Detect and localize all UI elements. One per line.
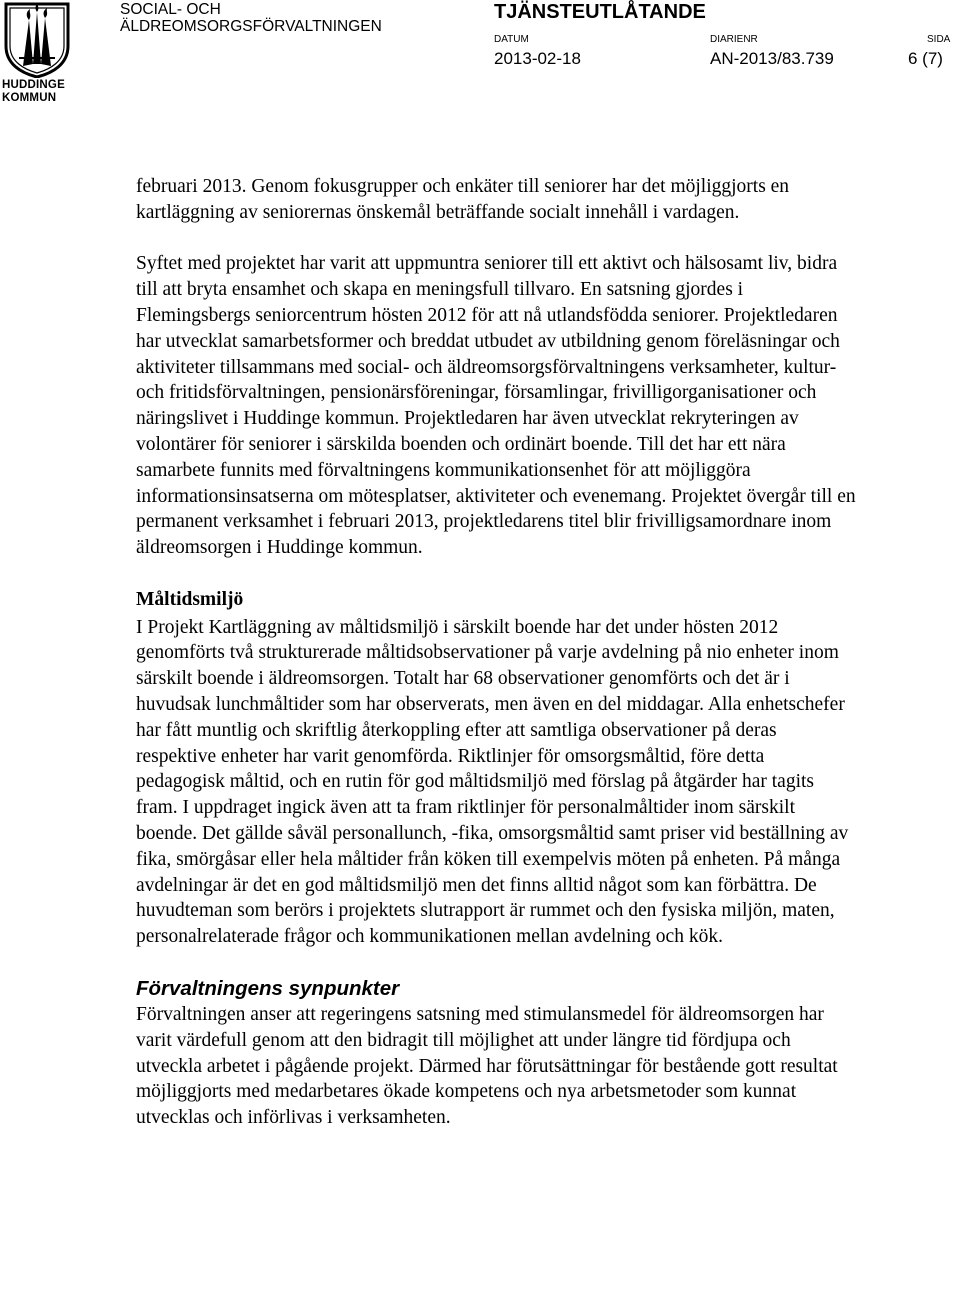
heading-forvaltningens-synpunkter: Förvaltningens synpunkter (136, 976, 400, 1000)
paragraph-intro: februari 2013. Genom fokusgrupper och enkäter till seniorer har det möjliggjorts en kartläggning av seniorernas önskemål beträffande socialt innehåll i vardagen. (136, 176, 790, 223)
document-type: TJÄNSTEUTLÅTANDE (494, 1, 706, 23)
municipality-logo (0, 0, 74, 106)
paragraph-synpunkter: Förvaltningen anser att regeringens satsning med stimulansmedel för äldreomsorgen har varit värdefull genom att den bidragit till möjlighet att under längre tid fördjupa och utveckla arbetet i pågående projekt. Därmed har förutsättningar för bestående gott resultat möjliggjorts med medarbetares ökade kompetens och nya arbetsmetoder som kunnat utvecklas och införlivas i verksamheten. (136, 1003, 838, 1129)
department-line-1: SOCIAL- OCH (120, 1, 221, 18)
department-name (120, 1, 382, 35)
heading-maltidsmiljo: Måltidsmiljö (136, 588, 244, 610)
diarienr-value: AN-2013/83.739 (710, 49, 834, 68)
date-label: DATUM (494, 34, 529, 45)
page-label: SIDA (927, 34, 951, 45)
paragraph-maltidsmiljo: I Projekt Kartläggning av måltidsmiljö i särskilt boende har det under hösten 2012 genomförts två strukturerade måltidsobservationer på varje avdelning på nio enheter inom särskilt boende i äldreomsorgen. Totalt har 68 observationer genomförts och det är i huvudsak lunchmåltider som har observerats, men även en del middagar. Alla enhetschefer har fått muntlig och skriftlig återkoppling efter att samtliga observationer på deras respektive enheter har varit genomförda. Riktlinjer för omsorgsmåltid, före detta pedagogisk måltid, och en rutin för god måltidsmiljö med förslag på åtgärder har tagits fram. I uppdraget ingick även att ta fram riktlinjer för personalmåltider inom särskilt boende. Det gällde såväl personallunch, -fika, omsorgsmåltid samt priser vid beställning av fika, smörgåsar eller hela måltider från köken till exempelvis möten på enheten. På många avdelningar är det en god måltidsmiljö men det finns alltid något som kan förbättra. De huvudteman som berörs i projektets slutrapport är rummet och den fysiska miljön, maten, personalrelaterade frågor och kommunikationen mellan avdelning och kök. (136, 616, 849, 948)
diarienr-label: DIARIENR (710, 34, 758, 45)
document-body (136, 174, 856, 1131)
department-line-2: ÄLDREOMSORGSFÖRVALTNINGEN (120, 18, 382, 35)
paragraph-project-purpose: Syftet med projektet har varit att uppmuntra seniorer till ett aktivt och hälsosamt liv, bidra till att bryta ensamhet och skapa en meningsfull tillvaro. En satsning gjordes i Flemingsbergs seniorcentrum hösten 2012 för att nå utlandsfödda seniorer. Projektledaren har utvecklat samarbetsformer och breddat utbudet av utbildning genom föreläsningar och aktiviteter tillsammans med social- och äldreomsorgsförvaltningens verksamheter, kultur- och fritidsförvaltningen, pensionärsföreningar, församlingar, frivilligorganisationer och näringslivet i Huddinge kommun. Projektledaren har även utvecklat rekryteringen av volontärer för seniorer i särskilda boenden och ordinärt boende. Till det har ett nära samarbete funnits med förvaltningens kommunikationsenhet för att möjliggöra informationsinsatserna om mötesplatser, aktiviteter och evenemang. Projektet övergår till en permanent verksamhet i februari 2013, projektledarens titel blir frivilligsamordnare inom äldreomsorgen i Huddinge kommun. (136, 253, 856, 559)
page-value: 6 (7) (908, 49, 943, 68)
date-value: 2013-02-18 (494, 49, 581, 68)
coat-of-arms-icon (3, 2, 71, 78)
logo-text: HUDDINGE KOMMUN (2, 79, 65, 104)
